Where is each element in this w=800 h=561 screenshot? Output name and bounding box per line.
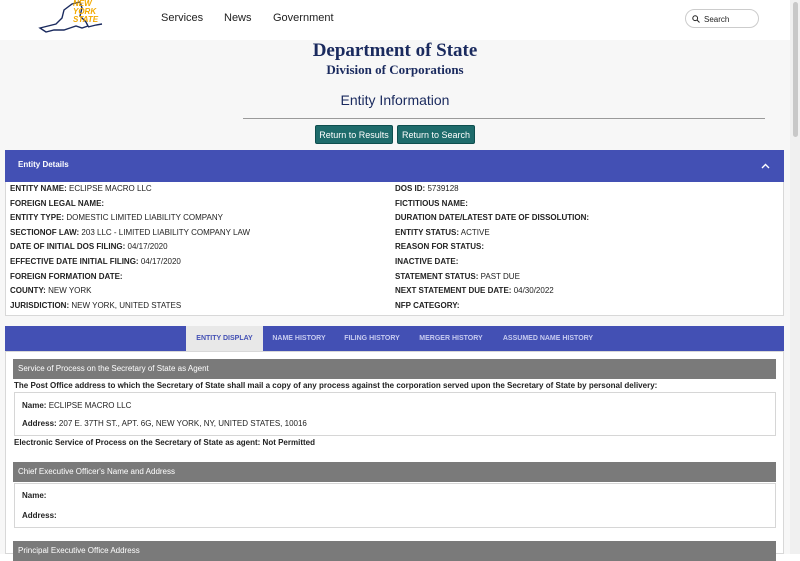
tab-assumed-name-history[interactable]: ASSUMED NAME HISTORY [502,335,594,342]
entity-details-header[interactable] [5,150,784,182]
tab-filing-history[interactable]: FILING HISTORY [344,335,400,342]
entity-field-label: REASON FOR STATUS: [395,242,485,252]
entity-field-label: FOREIGN FORMATION DATE: [10,271,123,281]
entity-field-value: NEW YORK [48,286,92,296]
entity-field-label: STATEMENT STATUS: [395,271,479,281]
service-description: The Post Office address to which the Secretary of State shall mail a copy of any process against the corporation served upon the Secretary of State by personal delivery: [14,381,658,390]
entity-field-value: DOMESTIC LIMITED LIABILITY COMPANY [66,213,223,223]
nav-services[interactable]: Services [161,12,204,24]
entity-field-label: FOREIGN LEGAL NAME: [10,198,105,208]
entity-field-row [395,301,460,310]
entity-field-row [395,242,484,251]
top-header [0,0,790,40]
entity-field-row [10,184,152,193]
entity-field-value: 04/17/2020 [127,242,168,252]
entity-field-row [10,213,223,222]
entity-field-row [395,272,520,281]
entity-field-row [395,228,490,237]
entity-field-row [10,199,104,208]
ceo-header: Chief Executive Officer's Name and Address [13,462,776,482]
service-name-row [22,401,131,410]
electronic-service-note: Electronic Service of Process on the Secretary of State as agent: Not Permitted [14,438,315,447]
return-to-search-button[interactable]: Return to Search [397,125,475,144]
entity-field-row [10,286,92,295]
ceo-address-label: Address: [22,511,57,520]
entity-field-label: DATE OF INITIAL DOS FILING: [10,242,126,252]
entity-field-label: ENTITY TYPE: [10,213,65,223]
entity-field-value: 203 LLC - LIMITED LIABILITY COMPANY LAW [81,227,251,237]
logo-wordmark: NEW YORK STATE [73,0,99,24]
entity-field-value: NEW YORK, UNITED STATES [71,300,182,310]
entity-field-row [395,213,589,222]
service-of-process-header: Service of Process on the Secretary of State as Agent [13,359,776,379]
entity-field-label: COUNTY: [10,286,46,296]
entity-field-label: JURISDICTION: [10,300,70,310]
service-address-row [22,419,307,428]
tab-entity-display[interactable]: ENTITY DISPLAY [186,326,263,351]
search-button[interactable] [685,9,759,28]
page-title: Entity Information [340,92,450,108]
entity-field-label: FICTITIOUS NAME: [395,198,468,208]
entity-field-label: DURATION DATE/LATEST DATE OF DISSOLUTION: [395,213,590,223]
entity-field-value: 5739128 [427,184,459,193]
entity-field-row [395,199,468,208]
entity-field-label: NEXT STATEMENT DUE DATE: [395,286,512,296]
service-name-label: Name: [22,401,47,410]
service-address-label: Address: [22,419,57,428]
entity-field-value: 04/30/2022 [513,286,554,296]
divider [243,118,765,119]
entity-field-label: SECTIONOF LAW: [10,227,80,237]
entity-field-label: EFFECTIVE DATE INITIAL FILING: [10,257,139,266]
entity-field-label: ENTITY STATUS: [395,227,459,237]
entity-field-row [10,257,181,266]
entity-field-label: INACTIVE DATE: [395,257,459,266]
service-name-value: ECLIPSE MACRO LLC [48,401,132,410]
entity-field-value: PAST DUE [480,271,520,281]
service-address-box [14,392,776,436]
entity-field-row [395,286,554,295]
entity-details-title: Entity Details [18,160,69,169]
nav-government[interactable]: Government [273,12,334,24]
dept-subtitle: Division of Corporations [326,62,464,77]
principal-office-header: Principal Executive Office Address [13,541,776,561]
ceo-address-box [14,483,776,528]
entity-field-row [10,301,181,310]
entity-field-value: 04/17/2020 [140,257,181,266]
entity-field-row [10,228,250,237]
service-address-value: 207 E. 37TH ST., APT. 6G, NEW YORK, NY, UNITED STATES, 10016 [58,419,307,428]
entity-field-row [395,184,459,193]
return-to-results-button[interactable]: Return to Results [315,125,393,144]
chevron-up-icon[interactable] [761,163,770,169]
entity-field-row [395,257,458,266]
ceo-name-label: Name: [22,491,47,500]
scrollbar-thumb[interactable] [793,2,798,137]
tab-merger-history[interactable]: MERGER HISTORY [419,335,483,342]
entity-field-label: ENTITY NAME: [10,184,67,193]
entity-field-value: ECLIPSE MACRO LLC [68,184,152,193]
entity-field-label: NFP CATEGORY: [395,300,460,310]
entity-field-value: ACTIVE [460,227,490,237]
search-label: Search [704,15,730,24]
entity-field-label: DOS ID: [395,184,426,193]
entity-field-row [10,272,123,281]
search-icon [692,15,700,23]
nav-news[interactable]: News [224,12,252,24]
tab-name-history[interactable]: NAME HISTORY [272,335,326,342]
dept-title: Department of State [312,40,478,61]
entity-field-row [10,242,168,251]
